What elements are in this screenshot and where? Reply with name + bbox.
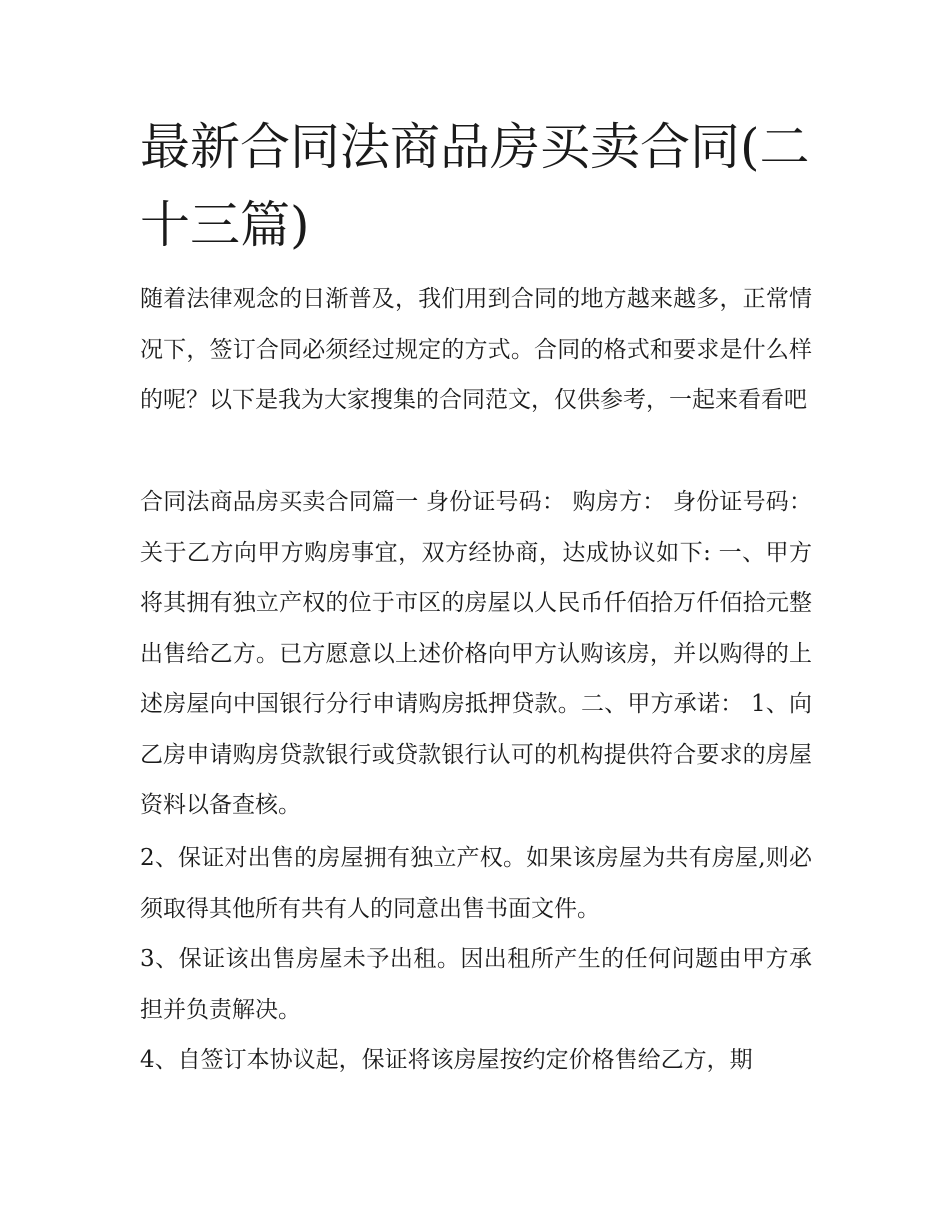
item-2-paragraph: 2、保证对出售的房屋拥有独立产权。如果该房屋为共有房屋,则必须取得其他所有共有人的同意出售书面文件。 [140,845,812,922]
item-4-paragraph: 4、自签订本协议起，保证将该房屋按约定价格售给乙方，期 [140,1047,753,1073]
document-title: 最新合同法商品房买卖合同(二十三篇) [140,118,810,254]
item-3-paragraph: 3、保证该出售房屋未予出租。因出租所产生的任何问题由甲方承担并负责解决。 [140,946,812,1023]
intro-paragraph: 随着法律观念的日渐普及，我们用到合同的地方越来越多，正常情况下，签订合同必须经过规定的方式。合同的格式和要求是什么样的呢？以下是我为大家搜集的合同范文，仅供参考，一起来看看吧 [140,286,812,413]
section-one-paragraph: 合同法商品房买卖合同篇一 身份证号码： 购房方： 身份证号码： 关于乙方向甲方购房事宜，双方经协商，达成协议如下: 一、甲方将其拥有独立产权的位于市区的房屋以人民币仟佰拾万仟佰拾元整出售给乙方。已方愿意以上述价格向甲方认购该房，并以购得的上述房屋向中国银行分行申请购房抵押贷款。二、甲方承诺： 1、向乙房申请购房贷款银行或贷款银行认可的机构提供符合要求的房屋资料以备查核。 [140,489,812,818]
